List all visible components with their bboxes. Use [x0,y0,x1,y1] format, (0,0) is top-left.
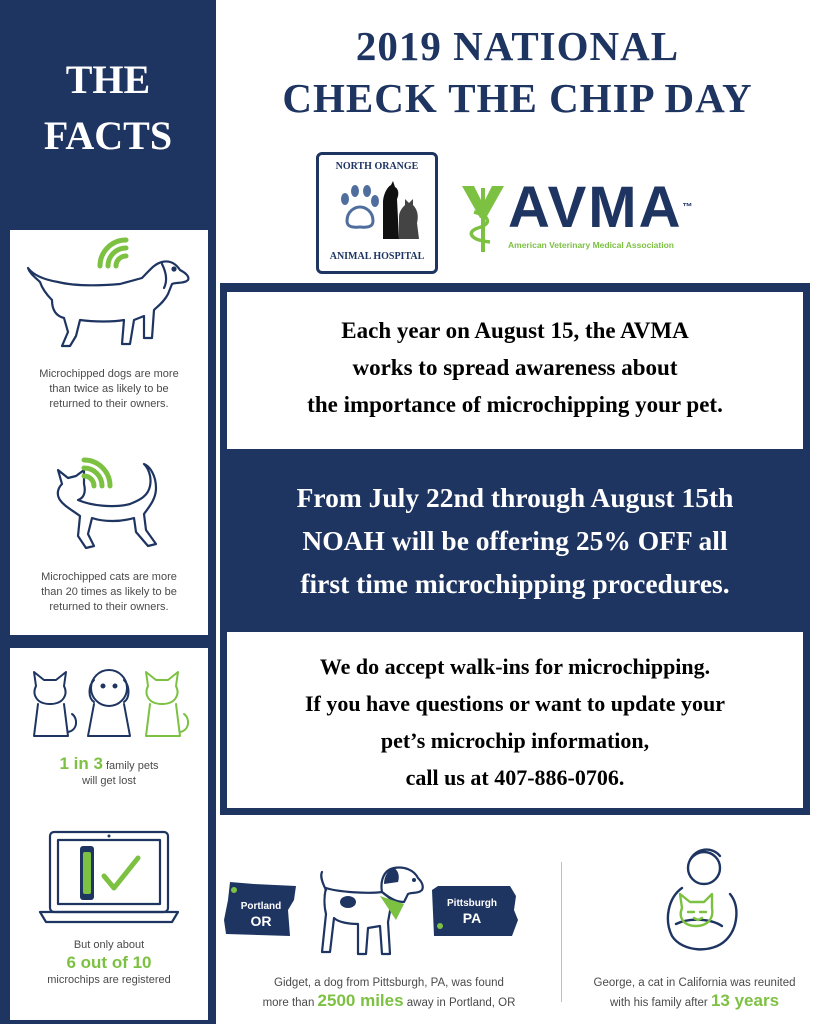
walkins-line3: pet’s microchip information, [380,728,650,753]
map-left-state: OR [250,913,272,929]
fact-registered-highlight: 6 out of 10 [66,953,152,972]
fact-cats-line1: Microchipped cats are more [41,571,177,583]
cat-icon [44,456,174,556]
fact-lost-line1 [10,756,208,774]
paw-pets-icon [333,177,423,243]
stories-divider [561,862,562,1002]
fact-registered-caption [10,938,208,988]
george-caption [570,974,819,1012]
fact-dogs-caption [10,367,208,412]
dog-icon [24,236,194,356]
promo-line2: NOAH will be offering 25% OFF all [302,525,728,556]
avma-tm: ™ [682,202,695,213]
awareness-line1: Each year on August 15, the AVMA [341,318,689,343]
gidget-dog-icon [318,862,426,958]
gidget-caption [226,974,552,1012]
facts-panel-pets [10,230,208,635]
gidget-line1: Gidget, a dog from Pittsburgh, PA, was found [274,977,504,989]
fact-lost-rest: family pets [102,760,159,772]
noah-logo-top-text: NORTH ORANGE [335,161,419,172]
fact-dogs-line2: than twice as likely to be [49,383,169,395]
awareness-line3: the importance of microchipping your pet. [307,392,723,417]
fact-cats-caption [10,570,208,615]
walkins-text [227,648,803,796]
fact-lost-caption [10,756,208,789]
facts-title-line2: FACTS [43,113,173,158]
fact-dogs-line1: Microchipped dogs are more [39,368,179,380]
walkins-line2: If you have questions or want to update your [304,691,726,716]
fact-lost-highlight: 1 in 3 [59,754,103,773]
facts-title [0,52,216,164]
caduceus-icon [460,182,506,254]
facts-panel-stats [10,648,208,1020]
three-pets-icon [24,664,194,744]
fact-registered-line1: But only about [73,939,145,951]
map-left-city: Portland [240,901,282,912]
page-title-line2: CHECK THE CHIP DAY [282,75,753,121]
fact-registered-line3: microchips are registered [47,974,171,986]
walkins-phone-line: call us at 407-886-0706. [405,765,625,790]
walkins-line1: We do accept walk-ins for microchipping. [319,654,711,679]
promo-text [222,476,808,605]
fact-lost-line2: will get lost [82,775,136,787]
avma-logo-subtitle: American Veterinary Medical Association [508,240,674,250]
noah-logo [316,152,438,274]
facts-title-line1: THE [65,57,151,102]
map-right-city: Pittsburgh [447,898,497,909]
avma-logo-letters: AVMA [508,175,683,240]
promo-line3: first time microchipping procedures. [300,568,730,599]
gidget-line2 [226,992,552,1012]
promo-line1: From July 22nd through August 15th [296,482,734,513]
george-line2 [570,992,819,1012]
page-title [230,20,805,124]
fact-cats-line3: returned to their owners. [49,601,169,613]
george-line1: George, a cat in California was reunited [593,977,796,989]
gidget-highlight: 2500 miles [317,991,404,1010]
george-family-icon [646,840,750,958]
fact-dogs-line3: returned to their owners. [49,398,169,410]
avma-logo-word [508,176,694,240]
awareness-line2: works to spread awareness about [352,355,678,380]
laptop-icon [38,828,180,928]
awareness-text [227,312,803,423]
page-title-line1: 2019 NATIONAL [355,23,680,69]
gidget-line2-post: away in Portland, OR [403,997,516,1009]
gidget-line2-pre: more than [262,997,318,1009]
fact-cats-line2: than 20 times as likely to be [41,586,177,598]
noah-logo-bottom-text: ANIMAL HOSPITAL [329,251,425,262]
george-line2-pre: with his family after [609,997,711,1009]
map-right-state: PA [462,910,482,926]
george-highlight: 13 years [710,991,780,1010]
